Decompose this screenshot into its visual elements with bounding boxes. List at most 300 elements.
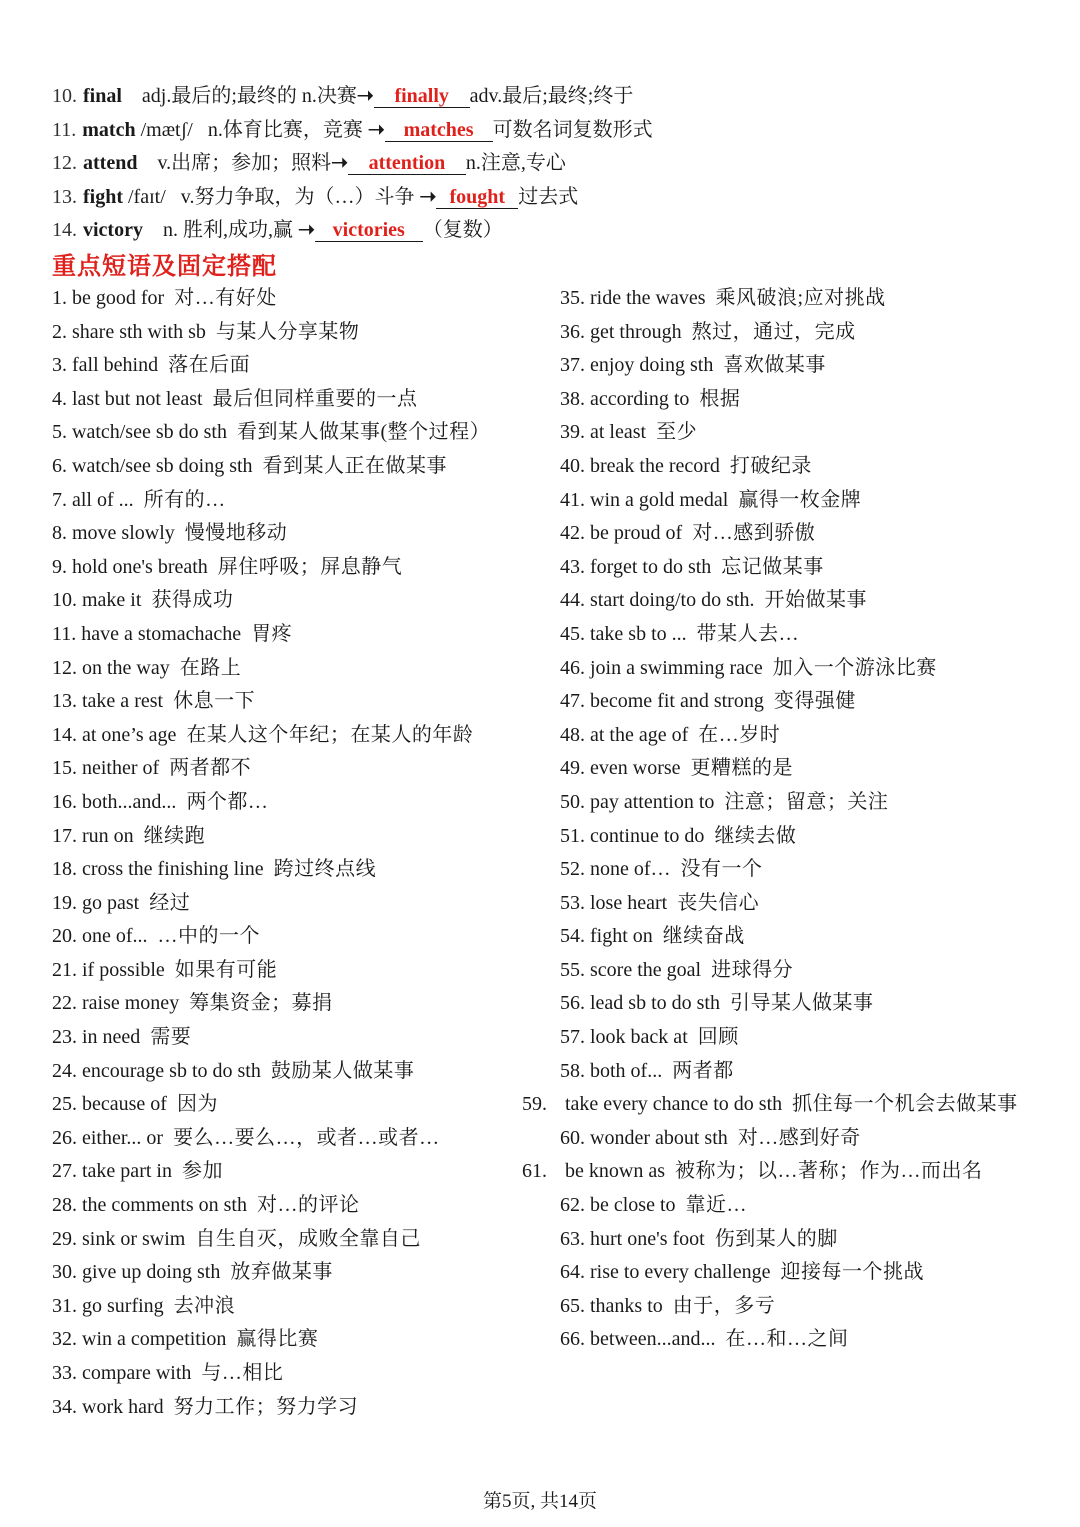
phrase-english: even worse (590, 757, 681, 780)
phrase-number: 21. (52, 958, 77, 981)
phrase-number: 4. (52, 387, 67, 410)
phrase-english: both of... (590, 1059, 663, 1082)
phrase-chinese: 获得成功 (151, 589, 234, 612)
phrase-english: be known as (565, 1160, 665, 1183)
phrase-english: hold one's breath (72, 555, 208, 578)
phrase-english: because of (82, 1093, 167, 1116)
phrase-english: neither of (82, 757, 160, 780)
phrase-item (560, 752, 1040, 786)
phrase-chinese: 对…感到骄傲 (692, 522, 816, 545)
phrase-english: encourage sb to do sth (82, 1059, 261, 1082)
phrase-english: go surfing (82, 1294, 164, 1317)
phrase-item (52, 853, 552, 887)
phrase-item (52, 820, 552, 854)
phrase-english: pay attention to (590, 790, 715, 813)
phrase-item (52, 987, 552, 1021)
phrase-chinese: 与某人分享某物 (215, 320, 360, 343)
phrase-item (52, 1122, 552, 1156)
phrase-item (560, 450, 1040, 484)
phrase-chinese: 屏住呼吸；屏息静气 (217, 555, 403, 578)
phrase-chinese: 注意；留意；关注 (724, 790, 889, 813)
phrase-english: go past (82, 891, 140, 914)
phrase-number: 35. (560, 287, 585, 309)
phrase-english: take every chance to do sth (565, 1093, 783, 1116)
phrase-chinese: 靠近… (685, 1194, 748, 1217)
phrase-number: 10. (52, 589, 77, 612)
phrase-number: 1. (52, 287, 67, 309)
phrase-english: according to (590, 387, 690, 410)
phrase-number: 63. (560, 1227, 585, 1250)
phrase-english: both...and... (82, 790, 177, 813)
phrase-english: take part in (82, 1160, 172, 1183)
phrase-item (560, 786, 1040, 820)
arrow-icon: ➝ (331, 152, 348, 175)
vocab-definition: n.体育比赛，竞赛 (207, 118, 368, 141)
phrase-english: at the age of (590, 723, 689, 746)
phrase-chinese: 伤到某人的脚 (714, 1227, 838, 1250)
phrase-english: start doing/to do sth. (590, 589, 755, 612)
vocab-definition: v.出席；参加；照料 (157, 152, 332, 175)
phrase-number: 32. (52, 1328, 77, 1351)
phrase-item: 59. take every chance to do sth 抓住每一个机会去做某事 (522, 1093, 1018, 1116)
phrase-english: between...and... (590, 1328, 716, 1351)
phrase-chinese: 对…的评论 (256, 1194, 360, 1217)
phrase-item (52, 1055, 552, 1089)
phrase-chinese: 继续去做 (714, 824, 797, 847)
phrase-chinese: 两者都 (672, 1059, 734, 1082)
phrase-chinese: …中的一个 (157, 925, 261, 948)
phrase-english: at one’s age (82, 723, 177, 746)
phrase-chinese: 两个都… (186, 790, 269, 813)
phrase-english: watch/see sb do sth (72, 421, 227, 444)
phrase-english: work hard (82, 1395, 164, 1418)
vocab-answer: attention (348, 152, 466, 175)
phrase-item (52, 752, 552, 786)
phrase-chinese: 两者都不 (169, 757, 252, 780)
phrase-number: 15. (52, 757, 77, 780)
phrase-item (52, 584, 552, 618)
phrase-english: move slowly (72, 522, 175, 545)
phrase-english: get through (590, 320, 682, 343)
phrase-chinese: 由于，多亏 (672, 1294, 776, 1317)
vocab-answer: fought (436, 186, 518, 209)
phrase-item (560, 551, 1040, 585)
phrase-number: 66. (560, 1328, 585, 1351)
phrase-item (560, 584, 1040, 618)
vocab-word: attend (83, 152, 138, 175)
phrase-number: 7. (52, 488, 67, 511)
phrase-item (52, 551, 552, 585)
phrase-item (52, 954, 552, 988)
phrase-chinese: 乘风破浪;应对挑战 (715, 287, 886, 309)
phrase-number: 38. (560, 387, 585, 410)
vocab-answer: finally (374, 85, 470, 108)
phrase-english: share sth with sb (72, 320, 206, 343)
phrase-number: 11. (52, 622, 77, 645)
phrase-number: 46. (560, 656, 585, 679)
phrase-chinese: 喜欢做某事 (723, 354, 826, 377)
phrase-chinese: 赢得比赛 (236, 1328, 319, 1351)
phrase-chinese: 最后但同样重要的一点 (212, 387, 418, 410)
phrase-item (560, 1223, 1040, 1257)
phrase-number: 53. (560, 891, 585, 914)
phrase-item (560, 416, 1040, 450)
vocab-answer: victories (315, 219, 423, 242)
phrase-number: 65. (560, 1294, 585, 1317)
phrase-item (560, 349, 1040, 383)
phrase-chinese: 慢慢地移动 (184, 522, 288, 545)
phrase-item (560, 1189, 1040, 1223)
vocab-definition: v.努力争取，为（…）斗争 (180, 185, 420, 208)
phrase-number: 52. (560, 858, 585, 881)
phrase-item (52, 383, 552, 417)
phrase-item (560, 820, 1040, 854)
phrase-chinese: 引导某人做某事 (730, 992, 874, 1015)
phrase-item (52, 1391, 552, 1425)
phrase-english: become fit and strong (590, 690, 764, 713)
phrase-number: 12. (52, 656, 77, 679)
phrase-column-right (522, 282, 1040, 1357)
vocab-word: victory (83, 219, 143, 242)
phrase-item (52, 1256, 552, 1290)
phrase-english: ride the waves (590, 287, 706, 309)
phrase-number: 44. (560, 589, 585, 612)
phrase-item (52, 282, 552, 316)
vocab-note: 过去式 (518, 185, 579, 208)
phrase-chinese: 熬过，通过，完成 (691, 320, 856, 343)
phrase-item (560, 887, 1040, 921)
phrase-number: 23. (52, 1026, 77, 1049)
phrase-item (52, 1357, 552, 1391)
vocab-number: 13. (52, 185, 77, 208)
phrase-item (560, 954, 1040, 988)
phrase-english: at least (590, 421, 647, 444)
page-footer: 第5页, 共14页 (482, 1491, 597, 1512)
phrase-number: 26. (52, 1126, 77, 1149)
phrase-chinese: 与…相比 (201, 1362, 284, 1384)
phrase-number: 45. (560, 622, 585, 645)
phrase-item (560, 1021, 1040, 1055)
phrase-english: break the record (590, 454, 720, 477)
phrase-item (560, 484, 1040, 518)
phrase-item (52, 1323, 552, 1357)
phrase-chinese: 在…岁时 (698, 723, 781, 746)
phrase-chinese: 丧失信心 (677, 891, 760, 914)
phrase-english: wonder about sth (590, 1126, 728, 1149)
vocab-item (52, 181, 1052, 215)
phrase-english: fight on (590, 925, 653, 948)
vocab-note: （复数） (422, 219, 503, 242)
phrase-item (560, 652, 1040, 686)
phrase-english: in need (82, 1026, 141, 1049)
phrase-chinese: 看到某人正在做某事 (262, 454, 448, 477)
phrase-item (52, 618, 552, 652)
phrase-chinese: 抓住每一个机会去做某事 (792, 1093, 1018, 1116)
phrase-item (52, 1088, 552, 1122)
phrase-chinese: 落在后面 (168, 354, 251, 377)
phrase-chinese: 跨过终点线 (273, 858, 377, 881)
phrase-number: 24. (52, 1059, 77, 1082)
phrase-item (560, 719, 1040, 753)
phrase-chinese: 至少 (656, 421, 698, 444)
phrase-english: none of… (590, 858, 671, 881)
phrase-number: 42. (560, 522, 585, 545)
phrase-english: cross the finishing line (82, 858, 264, 881)
phrase-item (560, 618, 1040, 652)
vocab-definition: n. 胜利,成功,赢 (162, 219, 298, 242)
phrase-english: all of ... (72, 488, 134, 511)
phrase-chinese: 胃疼 (251, 622, 293, 645)
phrase-english: lead sb to do sth (590, 992, 720, 1015)
phrase-item (560, 853, 1040, 887)
phrase-number: 56. (560, 992, 585, 1015)
phrase-english: sink or swim (82, 1227, 186, 1250)
phrase-english: thanks to (590, 1294, 663, 1317)
phrase-number: 57. (560, 1026, 585, 1049)
phrase-item (560, 282, 1040, 316)
phrase-chinese: 在…和…之间 (725, 1328, 849, 1351)
phrase-number: 36. (560, 320, 585, 343)
phrase-number: 16. (52, 790, 77, 813)
vocab-phonetic: /mætʃ/ (140, 118, 193, 141)
phrase-english: win a gold medal (590, 488, 729, 511)
phrase-item (52, 786, 552, 820)
phrase-english: on the way (82, 656, 170, 679)
phrase-chinese: 需要 (150, 1026, 192, 1049)
phrase-chinese: 在某人这个年纪；在某人的年龄 (186, 723, 474, 746)
section-title: 重点短语及固定搭配 (52, 252, 277, 280)
phrase-english: be proud of (590, 522, 683, 545)
phrase-item (560, 316, 1040, 350)
phrase-english: rise to every challenge (590, 1261, 771, 1284)
phrase-english: join a swimming race (590, 656, 763, 679)
vocab-word: final (83, 85, 122, 107)
vocab-number: 11. (52, 118, 77, 141)
phrase-chinese: 放弃做某事 (230, 1261, 333, 1284)
phrase-item (52, 416, 552, 450)
phrase-chinese: 努力工作；努力学习 (173, 1395, 359, 1418)
phrase-number: 19. (52, 891, 77, 914)
phrase-chinese: 进球得分 (711, 958, 794, 981)
vocab-number: 10. (52, 85, 77, 107)
phrase-item (560, 1256, 1040, 1290)
phrase-number: 28. (52, 1194, 77, 1217)
vocab-item (52, 114, 1052, 148)
phrase-number: 8. (52, 522, 67, 545)
phrase-chinese: 对…感到好奇 (737, 1126, 861, 1149)
phrase-item (560, 1323, 1040, 1357)
phrase-chinese: 对…有好处 (174, 287, 277, 309)
phrase-item (52, 517, 552, 551)
phrase-english: if possible (82, 958, 165, 981)
phrase-english: watch/see sb doing sth (72, 454, 253, 477)
phrase-english: the comments on sth (82, 1194, 247, 1217)
phrase-english: hurt one's foot (590, 1227, 705, 1250)
phrase-item (52, 349, 552, 383)
phrase-english: either... or (82, 1126, 164, 1149)
phrase-chinese: 去冲浪 (173, 1294, 236, 1317)
phrase-number: 6. (52, 454, 67, 477)
vocab-note: n.注意,专心 (465, 152, 566, 175)
phrase-item (52, 652, 552, 686)
phrase-item (560, 685, 1040, 719)
phrase-chinese: 更糟糕的是 (690, 757, 794, 780)
phrase-item (560, 517, 1040, 551)
phrase-item: 61. be known as 被称为；以…著称；作为…而出名 (522, 1160, 983, 1183)
vocab-item (52, 147, 1052, 181)
vocab-answer: matches (385, 119, 493, 142)
phrase-number: 33. (52, 1362, 77, 1384)
phrase-chinese: 根据 (699, 387, 741, 410)
vocab-word: fight (83, 185, 123, 208)
phrase-number: 51. (560, 824, 585, 847)
phrase-english: look back at (590, 1026, 688, 1049)
phrase-number: 40. (560, 454, 585, 477)
phrase-item (560, 920, 1040, 954)
phrase-chinese: 看到某人做某事(整个过程） (236, 421, 491, 444)
phrase-english: win a competition (82, 1328, 227, 1351)
phrase-item (560, 1290, 1040, 1324)
phrase-chinese: 继续跑 (143, 824, 206, 847)
phrase-chinese: 在路上 (179, 656, 242, 679)
arrow-icon: ➝ (367, 118, 385, 141)
vocab-number: 12. (52, 152, 77, 175)
vocab-item (52, 214, 1052, 248)
phrase-item (52, 887, 552, 921)
phrase-chinese: 赢得一枚金牌 (738, 488, 862, 511)
phrase-english: run on (82, 824, 134, 847)
phrase-chinese: 休息一下 (173, 690, 256, 713)
phrase-number: 48. (560, 723, 585, 746)
phrase-number: 5. (52, 421, 67, 444)
phrase-chinese: 带某人去… (696, 622, 800, 645)
vocab-note: adv.最后;最终;终于 (469, 85, 634, 107)
phrase-column-left (52, 282, 552, 1424)
phrase-number: 55. (560, 958, 585, 981)
phrase-number: 49. (560, 757, 585, 780)
phrase-english: score the goal (590, 958, 702, 981)
phrase-number: 58. (560, 1059, 585, 1082)
phrase-number: 14. (52, 723, 77, 746)
phrase-number: 18. (52, 858, 77, 881)
phrase-item (560, 1055, 1040, 1089)
phrase-number: 27. (52, 1160, 77, 1183)
phrase-chinese: 如果有可能 (174, 958, 278, 981)
phrase-number: 3. (52, 354, 67, 377)
phrase-english: be good for (72, 287, 165, 309)
phrase-item (52, 1290, 552, 1324)
phrase-chinese: 打破纪录 (729, 454, 812, 477)
phrase-number: 17. (52, 824, 77, 847)
phrase-number: 2. (52, 320, 67, 343)
phrase-item (52, 450, 552, 484)
phrase-english: take a rest (82, 690, 164, 713)
phrase-item (52, 316, 552, 350)
vocab-item (52, 80, 1052, 114)
phrase-english: give up doing sth (82, 1261, 221, 1284)
phrase-chinese: 因为 (176, 1093, 218, 1116)
phrase-chinese: 要么…要么…，或者…或者… (173, 1126, 440, 1149)
phrase-item (52, 920, 552, 954)
arrow-icon: ➝ (297, 219, 315, 242)
phrase-item (52, 1155, 552, 1189)
phrase-number: 20. (52, 925, 77, 948)
phrase-item (52, 719, 552, 753)
phrase-item (52, 685, 552, 719)
phrase-number: 39. (560, 421, 585, 444)
phrase-english: make it (82, 589, 142, 612)
phrase-chinese: 迎接每一个挑战 (780, 1261, 924, 1284)
phrase-number: 31. (52, 1294, 77, 1317)
phrase-number: 29. (52, 1227, 77, 1250)
vocab-word: match (82, 118, 136, 141)
phrase-number: 41. (560, 488, 585, 511)
phrase-chinese: 没有一个 (680, 858, 763, 881)
phrase-number: 34. (52, 1395, 77, 1418)
phrase-item (52, 484, 552, 518)
phrase-item (52, 1189, 552, 1223)
phrase-number: 37. (560, 354, 585, 377)
arrow-icon: ➝ (419, 185, 437, 208)
phrase-english: last but not least (72, 387, 203, 410)
phrase-item (560, 1122, 1040, 1156)
phrase-english: enjoy doing sth (590, 354, 714, 377)
vocab-phonetic: /faɪt/ (128, 185, 166, 208)
phrase-chinese: 筹集资金；募捐 (189, 992, 333, 1015)
vocab-definition: adj.最后的;最终的 n.决赛 (141, 85, 357, 107)
phrase-number: 62. (560, 1194, 585, 1217)
arrow-icon: ➝ (356, 85, 374, 107)
phrase-chinese: 鼓励某人做某事 (270, 1059, 415, 1082)
phrase-number: 64. (560, 1261, 585, 1284)
phrase-number: 50. (560, 790, 585, 813)
phrase-number: 60. (560, 1126, 585, 1149)
phrase-number: 22. (52, 992, 77, 1015)
phrase-item (560, 987, 1040, 1021)
phrase-english: take sb to ... (590, 622, 687, 645)
phrase-number: 13. (52, 690, 77, 713)
phrase-chinese: 自生自灭，成败全靠自己 (195, 1227, 421, 1250)
phrase-chinese: 经过 (149, 891, 191, 914)
phrase-chinese: 变得强健 (773, 690, 856, 713)
phrase-english: one of... (82, 925, 148, 948)
phrase-english: lose heart (590, 891, 668, 914)
phrase-number: 30. (52, 1261, 77, 1284)
phrase-chinese: 被称为；以…著称；作为…而出名 (674, 1160, 983, 1183)
phrase-english: continue to do (590, 824, 705, 847)
vocab-number: 14. (52, 219, 77, 242)
phrase-english: fall behind (72, 354, 159, 377)
phrase-chinese: 开始做某事 (764, 589, 867, 612)
phrase-number: 25. (52, 1093, 77, 1116)
phrase-chinese: 回顾 (697, 1026, 739, 1049)
phrase-item (52, 1021, 552, 1055)
phrase-item (52, 1223, 552, 1257)
phrase-english: forget to do sth (590, 555, 712, 578)
vocab-note: 可数名词复数形式 (492, 118, 653, 141)
phrase-chinese: 所有的… (143, 488, 226, 511)
phrase-chinese: 参加 (181, 1160, 223, 1183)
phrase-item (560, 383, 1040, 417)
phrase-number: 43. (560, 555, 585, 578)
phrase-english: raise money (82, 992, 180, 1015)
phrase-chinese: 加入一个游泳比赛 (772, 656, 937, 679)
phrase-english: be close to (590, 1194, 676, 1217)
phrase-number: 9. (52, 555, 67, 578)
phrase-english: have a stomachache (81, 622, 242, 645)
phrase-number: 47. (560, 690, 585, 713)
phrase-english: compare with (82, 1362, 192, 1384)
